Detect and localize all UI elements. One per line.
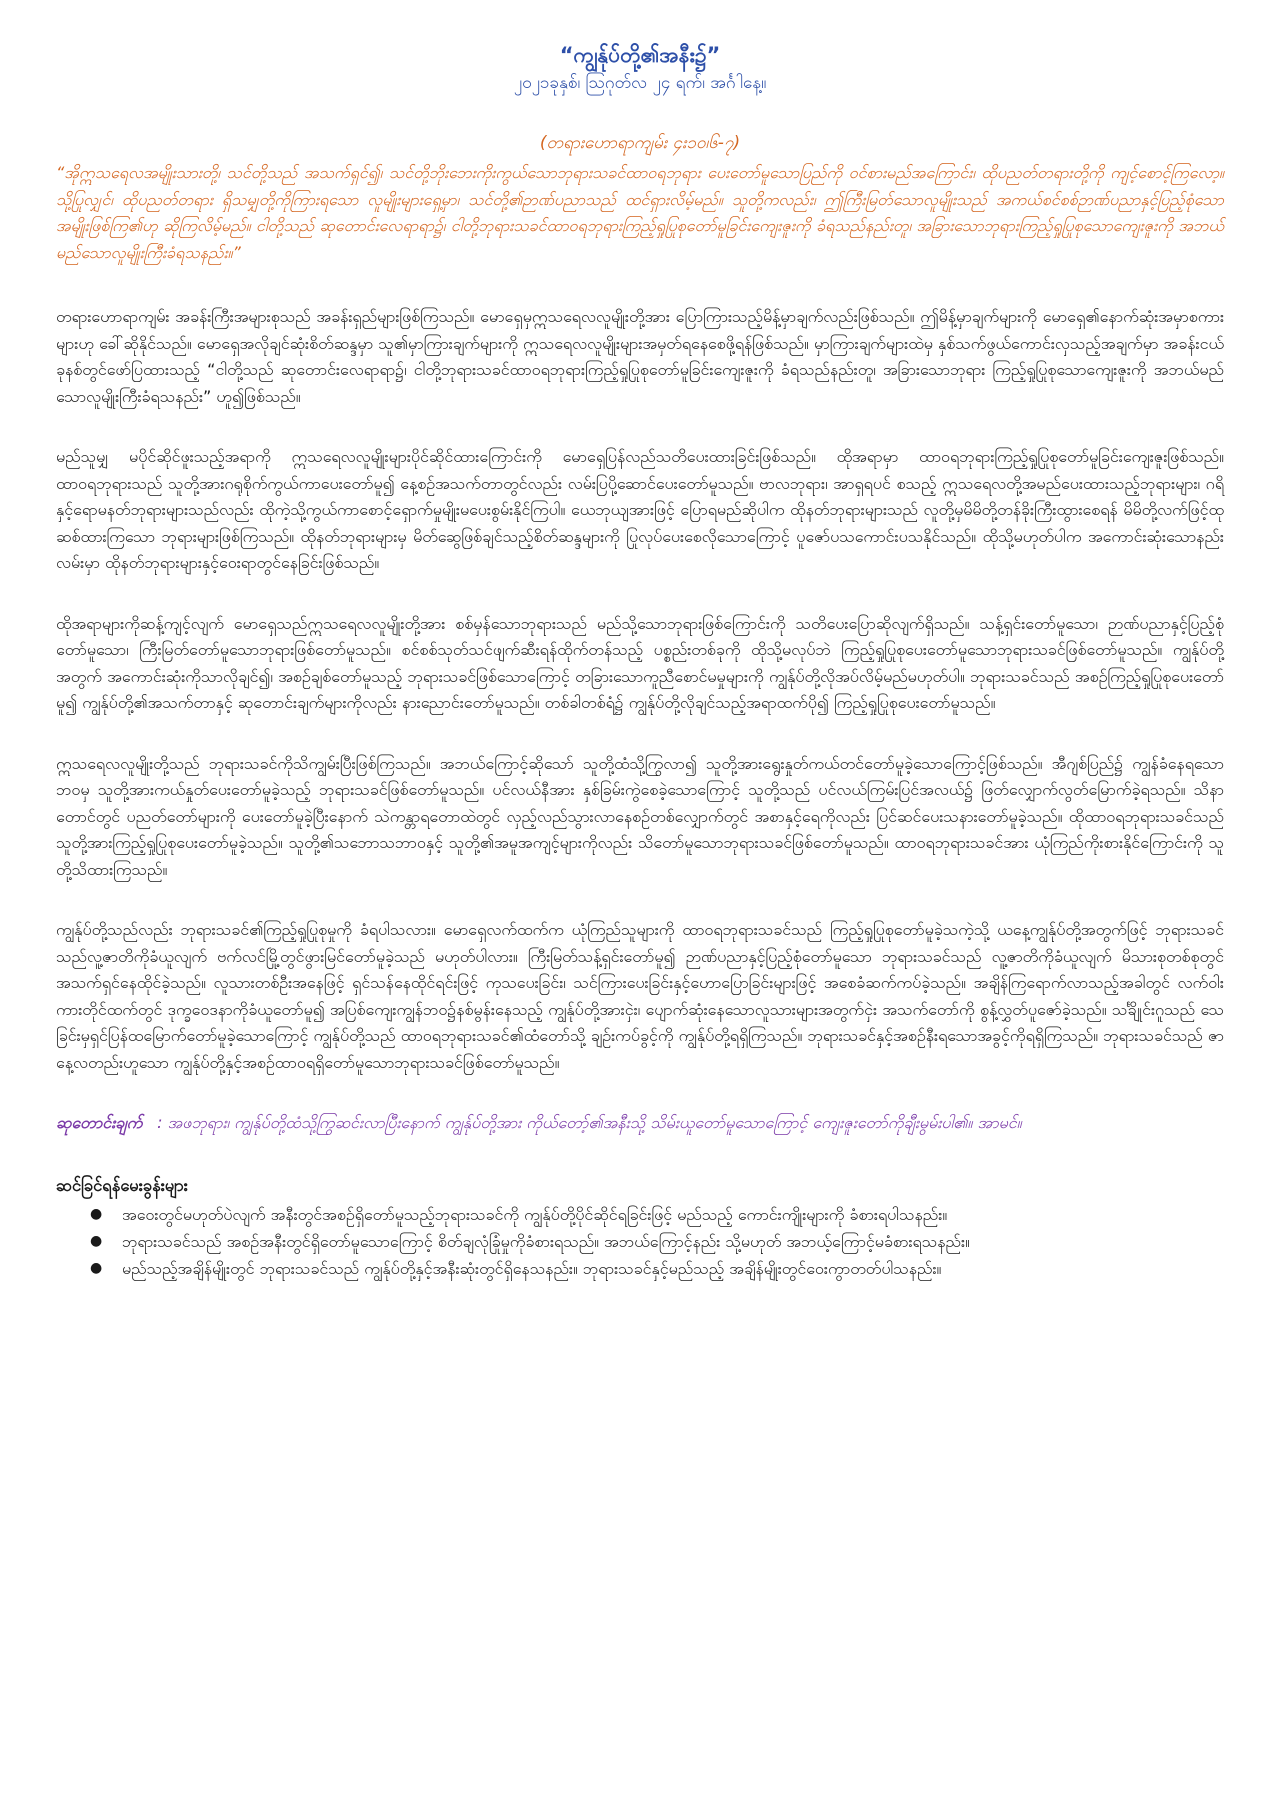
- reflection-list: [56, 1201, 1224, 1282]
- body-paragraph-1: တရားဟောရာကျမ်း အခန်းကြီးအများစုသည် အခန်းရှည်များဖြစ်ကြသည်။ မောရှေမှဣသရေလလူမျိုးတို့အား ပြောကြားသည့်မိန့်မှာချက်လည်းဖြစ်သည်။ ဤမိန့်မှာချက်များကို မောရှေ၏နောက်ဆုံးအမှာစကားများဟု ခေါ်ဆိုနိုင်သည်။ မောရှေအလိုချင်ဆုံးစိတ်ဆန္ဒမှာ သူ၏မှာကြားချက်များကို ဣသရေလလူမျိုးများအမှတ်ရနေစေဖို့ရန်ဖြစ်သည်။ မှာကြားချက်များထဲမှ နှစ်သက်ဖွယ်ကောင်းလှသည့်အချက်မှာ အခန်းငယ် ခုနစ်တွင်ဖော်ပြထားသည့် “ငါတို့သည် ဆုတောင်းလေရာရာ၌၊ ငါတို့ဘုရားသခင်ထာဝရဘုရားကြည့်ရှုပြုစုတော်မူခြင်းကျေးဇူးကို ခံရသည်နည်းတူ၊ အခြားသောဘုရား ကြည့်ရှုပြုစုသောကျေးဇူးကို အဘယ်မည်သောလူမျိုးကြီးခံရသနည်း” ဟူ၍ဖြစ်သည်။: [56, 307, 1224, 406]
- bullet-icon: ●: [90, 1232, 103, 1249]
- prayer-label: ဆုတောင်းချက်: [56, 1113, 143, 1132]
- bullet-icon: ●: [90, 1259, 103, 1276]
- reflection-question-1: အဝေးတွင်မဟုတ်ပဲလျက် အနီးတွင်အစဉ်ရှိတော်မူသည့်ဘုရားသခင်ကို ကျွန်ုပ်တို့ပိုင်ဆိုင်ရခြင်းဖြင့် မည်သည့် ကောင်းကျိုးများကို ခံစားရပါသနည်း။: [122, 1204, 948, 1224]
- scripture-quote: “အိုဣသရေလအမျိုးသားတို့၊ သင်တို့သည် အသက်ရှင်၍၊ သင်တို့ဘိုးဘေးကိုးကွယ်သောဘုရားသခင်ထာဝရဘုရား ပေးတော်မူသောပြည်ကို ဝင်စားမည်အကြောင်း၊ ထိုပညတ်တရားတို့ကို ကျင့်စောင့်ကြလော့။ သို့ပြုလျှင်၊ ထိုပညတ်တရား ရှိသမျှတို့ကိုကြားရသော လူမျိုးများရှေ့မှာ၊ သင်တို့၏ဉာဏ်ပညာသည် ထင်ရှားလိမ့်မည်။ သူတို့ကလည်း၊ ဤကြီးမြတ်သောလူမျိုးသည် အကယ်စင်စစ်ဉာဏ်ပညာနှင့်ပြည့်စုံသောအမျိုးဖြစ်ကြ၏ဟု ဆိုကြလိမ့်မည်။ ငါတို့သည် ဆုတောင်းလေရာရာ၌၊ ငါတို့ဘုရားသခင်ထာဝရဘုရားကြည့်ရှုပြုစုတော်မူခြင်းကျေးဇူးကို ခံရသည်နည်းတူ၊ အခြားသောဘုရားကြည့်ရှုပြုစုသောကျေးဇူးကို အဘယ်မည်သောလူမျိုးကြီးခံရသနည်း။”: [56, 163, 1224, 262]
- prayer-text: : အဖဘုရား၊ ကျွန်ုပ်တို့ထံသို့ကြွဆင်းလာပြီးနောက် ကျွန်ုပ်တို့အား ကိုယ်တော့်၏အနီးသို့ သိမ်းယူတော်မူသောကြောင့် ကျေးဇူးတော်ကိုချီးမွမ်းပါ၏။ အာမင်။: [157, 1113, 1022, 1132]
- reflection-question-3: မည်သည့်အချိန်မျိုးတွင် ဘုရားသခင်သည် ကျွန်ုပ်တို့နှင့်အနီးဆုံးတွင်ရှိနေသနည်း။ ဘုရားသခင်နှင့်မည်သည့် အချိန်မျိုးတွင်ဝေးကွာတတ်ပါသနည်း။: [122, 1258, 942, 1278]
- prayer-block: [56, 1110, 1224, 1137]
- page-title: “ကျွန်ုပ်တို့၏အနီး၌”: [559, 43, 721, 67]
- reflection-heading: ဆင်ခြင်ရန်မေးခွန်းများ: [56, 1175, 188, 1195]
- body-paragraph-2: မည်သူမျှ မပိုင်ဆိုင်ဖူးသည့်အရာကို ဣသရေလလူမျိုးများပိုင်ဆိုင်ထားကြောင်းကို မောရှေပြန်လည်သတိပေးထားခြင်းဖြစ်သည်။ ထိုအရာမှာ ထာဝရဘုရားကြည့်ရှုပြုစုတော်မူခြင်းကျေးဇူးဖြစ်သည်။ ထာဝရဘုရားသည် သူတို့အားဂရုစိုက်ကွယ်ကာပေးတော်မူ၍ နေ့စဉ်အသက်တာတွင်လည်း လမ်းပြပို့ဆောင်ပေးတော်မူသည်။ ဗာလဘုရား၊ အာရှရပင် စသည့် ဣသရေလတို့အမည်ပေးထားသည့်ဘုရားများ၊ ဂရိနှင့်ရောမနတ်ဘုရားများသည်လည်း ထိုကဲ့သို့ကွယ်ကာစောင့်ရှောက်မှုမျိုးမပေးစွမ်းနိုင်ကြပါ။ ယေဘုယျအားဖြင့် ပြောရမည်ဆိုပါက ထိုနတ်ဘုရားများသည် လူတို့မှမိမိတို့တန်ခိုးကြီးထွားစေရန် မိမိတို့လက်ဖြင့်ထုဆစ်ထားကြသော ဘုရားများဖြစ်ကြသည်။ ထိုနတ်ဘုရားများမှ မိတ်ဆွေဖြစ်ချင်သည့်စိတ်ဆန္ဒများကို ပြုလုပ်ပေးစေလိုသောကြောင့် ပူဇော်ပသကောင်းပသနိုင်သည်။ ထိုသို့မဟုတ်ပါက အကောင်းဆုံးသောနည်းလမ်းမှာ ထိုနတ်ဘုရားများနှင့်ဝေးရာတွင်နေခြင်းဖြစ်သည်။: [56, 447, 1224, 572]
- body-paragraph-4: ဣသရေလလူမျိုးတို့သည် ဘုရားသခင်ကိုသိကျွမ်းပြီးဖြစ်ကြသည်။ အဘယ်ကြောင့်ဆိုသော် သူတို့ထံသို့ကြွလာ၍ သူတို့အားရွေးနှုတ်ကယ်တင်တော်မူခဲ့သောကြောင့်ဖြစ်သည်။ အီဂျစ်ပြည်၌ ကျွန်ခံနေရသောဘဝမှ သူတို့အားကယ်နှုတ်ပေးတော်မူခဲ့သည့် ဘုရားသခင်ဖြစ်တော်မူသည်။ ပင်လယ်နီအား နှစ်ခြမ်းကွဲစေခဲ့သောကြောင့် သူတို့သည် ပင်လယ်ကြမ်းပြင်အလယ်၌ ဖြတ်လျှောက်လွတ်မြောက်ခဲ့ရသည်။ သိနာတောင်တွင် ပညတ်တော်များကို ပေးတော်မူခဲ့ပြီးနောက် သဲကန္တာရတောထဲတွင် လှည့်လည်သွားလာနေစဉ်တစ်လျှောက်တွင် အစာနှင့်ရေကိုလည်း ပြင်ဆင်ပေးသနားတော်မူခဲ့သည်။ ထိုထာဝရဘုရားသခင်သည် သူတို့အားကြည့်ရှုပြုစုပေးတော်မူခဲ့သည်။ သူတို့၏သဘောသဘာဝနှင့် သူတို့၏အမူအကျင့်များကိုလည်း သိတော်မူသောဘုရားသခင်ဖြစ်တော်မူသည်။ ထာဝရဘုရားသခင်အား ယုံကြည်ကိုးစားနိုင်ကြောင်းကို သူတို့သိထားကြသည်။: [56, 753, 1224, 879]
- list-item: [90, 1201, 1224, 1228]
- reflection-section: [56, 1173, 1224, 1282]
- list-item: [90, 1228, 1224, 1255]
- bullet-icon: ●: [90, 1205, 103, 1222]
- list-item: [90, 1255, 1224, 1282]
- body-paragraph-3: ထိုအရာများကိုဆန့်ကျင့်လျက် မောရှေသည်ဣသရေလလူမျိုးတို့အား စစ်မှန်သောဘုရားသည် မည်သို့သောဘုရားဖြစ်ကြောင်းကို သတိပေးပြောဆိုလျက်ရှိသည်။ သန့်ရှင်းတော်မူသော၊ ဉာဏ်ပညာနှင့်ပြည့်စုံတော်မူသော၊ ကြီးမြတ်တော်မူသောဘုရားဖြစ်တော်မူသည်။ စင်စစ်သုတ်သင်ဖျက်ဆီးရန်ထိုက်တန်သည့် ပစ္စည်းတစ်ခုကို ထိုသို့မလုပ်ဘဲ ကြည့်ရှုပြုစုပေးတော်မူသောဘုရားသခင်ဖြစ်တော်မူသည်။ ကျွန်ုပ်တို့အတွက် အကောင်းဆုံးကိုသာလိုချင်၍၊ အစဉ်ချစ်တော်မူသည့် ဘုရားသခင်ဖြစ်သောကြောင့် တခြားသောကူညီစောင်မမှုများကို ကျွန်ုပ်တို့လိုအပ်လိမ့်မည်မဟုတ်ပါ။ ဘုရားသခင်သည် အစဉ်ကြည့်ရှုပြုစုပေးတော်မူ၍ ကျွန်ုပ်တို့၏အသက်တာနှင့် ဆုတောင်းချက်များကိုလည်း နားညောင်းတော်မူသည်။ တစ်ခါတစ်ရံ၌ ကျွန်ုပ်တို့လိုချင်သည့်အရာထက်ပို၍ ကြည့်ရှုပြုစုပေးတော်မူသည်။: [56, 613, 1224, 712]
- date-line: ၂၀၂၁ခုနှစ်၊ ဩဂုတ်လ ၂၄ ရက်၊ အင်္ဂါနေ့။: [513, 73, 767, 93]
- reflection-question-2: ဘုရားသခင်သည် အစဉ်အနီးတွင်ရှိတော်မူသောကြောင့် စိတ်ချလုံခြုံမှုကိုခံစားရသည်။ အဘယ်ကြောင့်နည်း သို့မဟုတ် အဘယ့်ကြောင့်မခံစားရသနည်း။: [122, 1231, 970, 1251]
- body-paragraph-5: ကျွန်ုပ်တို့သည်လည်း ဘုရားသခင်၏ကြည့်ရှုပြုစုမှုကို ခံရပါသလား။ မောရှေလက်ထက်က ယုံကြည်သူများကို ထာဝရဘုရားသခင်သည် ကြည့်ရှုပြုစုတော်မူခဲ့သကဲ့သို့ ယနေ့ကျွန်ုပ်တို့အတွက်ဖြင့် ဘုရားသခင်သည်လူ့ဇာတိကိုခံယူလျက် ဗက်လင်မြို့တွင်ဖွားမြင်တော်မူခဲ့သည် မဟုတ်ပါလား။ ကြီးမြတ်သန့်ရှင်းတော်မူ၍ ဉာဏ်ပညာနှင့်ပြည့်စုံတော်မူသော ဘုရားသခင်သည် လူ့ဇာတိကိုခံယူလျက် မိသားစုတစ်စုတွင် အသက်ရှင်နေထိုင်ခဲ့သည်။ လူသားတစ်ဦးအနေဖြင့် ရှင်သန်နေထိုင်ရင်းဖြင့် ကုသပေးခြင်း၊ သင်ကြားပေးခြင်းနှင့်ဟောပြောခြင်းများဖြင့် အစေခံဆက်ကပ်ခဲ့သည်။ အချိန်ကြရောက်လာသည့်အခါတွင် လက်ဝါးကားတိုင်ထက်တွင် ဒုက္ခဝေဒနာကိုခံယူတော်မူ၍ အပြစ်ကျေးကျွန်ဘဝ၌နစ်မွန်းနေသည့် ကျွန်ုပ်တို့အားငှဲး၊ ပျောက်ဆုံးနေသောလူသားများအတွက်ငှဲး အသက်တော်ကို စွန့်လွှတ်ပူဇော်ခဲ့သည်။ သင်္ချိုင်းဂူသည် သေခြင်းမှရှင်ပြန်ထမြောက်တော်မူခဲ့သောကြောင့် ကျွန်ုပ်တို့သည် ထာဝရဘုရားသခင်၏ထံတော်သို့ ချဉ်းကပ်ခွင့်ကို ကျွန်ုပ်တို့ရရှိကြသည်။ ဘုရားသခင်နှင့်အစဉ်နီးရသောအခွင့်ကိုရရှိကြသည်။ ဘုရားသခင်သည် ဇာနေ့လတည်းဟူသော ကျွန်ုပ်တို့နှင့်အစဉ်ထာဝရရှိတော်မူသောဘုရားသခင်ဖြစ်တော်မူသည်။: [56, 920, 1224, 1072]
- scripture-reference: (တရားဟောရာကျမ်း ၄း၁၀၊၆-၇): [539, 133, 741, 153]
